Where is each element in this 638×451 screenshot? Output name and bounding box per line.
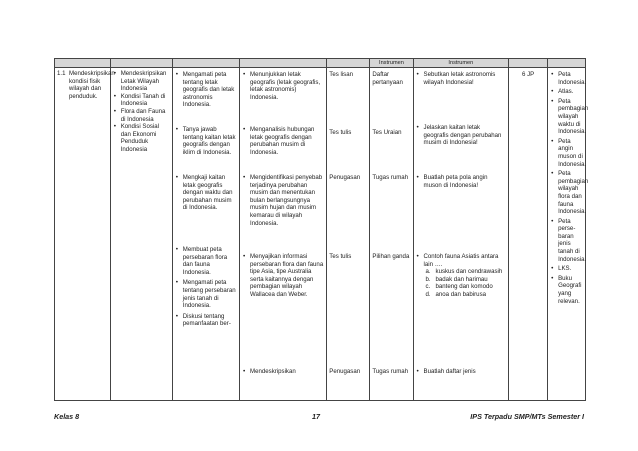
header-cell-instrumen: Instrumen bbox=[413, 59, 509, 68]
contoh-item: • Buatlah peta pola angin muson di Indonesia! bbox=[416, 174, 488, 189]
bentuk-item: Tugas rumah bbox=[372, 368, 409, 375]
option-item: a. kuskus dan cendrawasih bbox=[425, 268, 503, 276]
kegiatan-item: • Mengamati peta tentang letak geografis dan letak astronomis Indonesia. bbox=[175, 71, 235, 109]
kegiatan-cell bbox=[172, 68, 239, 401]
contoh-item: • Sebutkan letak astronomis wilayah Indonesia! bbox=[416, 71, 496, 86]
sumber-item: • LKS. bbox=[550, 265, 583, 273]
kegiatan-item: • Diskusi tentang pemanfaatan ber- bbox=[175, 312, 231, 328]
sumber-item: • Peta pembagian wilayah flora dan fauna Indonesia. bbox=[550, 170, 583, 216]
bentuk-item: Daftar pertanyaan bbox=[372, 71, 403, 86]
teknik-cell bbox=[327, 68, 370, 401]
indikator-item: • Menunjukkan letak geografis (letak geografis, letak astronomis) Indonesia. bbox=[243, 71, 321, 101]
sumber-item: • Atlas. bbox=[550, 88, 583, 96]
footer-class-label: Kelas 8 bbox=[54, 412, 80, 421]
kegiatan-item: • Tanya jawab tentang kaitan letak geografis dengan iklim di Indonesia. bbox=[175, 126, 236, 156]
indikator-item: • Mendeskripsikan bbox=[243, 368, 296, 375]
header-cell bbox=[110, 59, 172, 68]
kegiatan-item: • Mengamati peta tentang persebaran jenis tanah di Indonesia. bbox=[175, 279, 236, 310]
sumber-item: • Buku Geografi yang relevan. bbox=[550, 275, 583, 305]
teknik-item: Penugasan bbox=[329, 368, 361, 375]
indikator-item: • Mengidentifikasi penyebab terjadinya perubahan musim dan menentukan bulan berlangsungnya musim hujan dan musim kemarau di wilayah Indonesia. bbox=[243, 174, 323, 227]
bentuk-item: Pilihan ganda bbox=[372, 253, 410, 260]
contoh-item: • Jelaskan kaitan letak geografis dengan perubahan musim di Indonesia! bbox=[416, 124, 502, 147]
header-cell bbox=[172, 59, 239, 68]
indikator-cell bbox=[240, 68, 327, 401]
teknik-item: Tes tulis bbox=[329, 129, 352, 136]
sumber-item: • Peta Indonesia. bbox=[550, 71, 583, 86]
contoh-item: • Contoh fauna Asiatis antara lain …. bbox=[416, 253, 499, 268]
header-cell bbox=[509, 59, 548, 68]
materi-item: • Flora dan Fauna di Indonesia bbox=[113, 108, 170, 123]
option-item: c. banteng dan komodo bbox=[425, 283, 493, 291]
materi-item: • Kondisi Tanah di Indonesia bbox=[113, 93, 170, 108]
waktu-cell bbox=[509, 68, 548, 401]
kd-text: Mendeskripsikan kondisi fisik wilayah dan penduduk. bbox=[69, 70, 115, 100]
table-header-row bbox=[55, 59, 586, 68]
materi-item: • Mendeskripsikan Letak Wilayah Indonesia bbox=[113, 70, 170, 93]
kd-cell bbox=[55, 68, 115, 401]
option-item: b. badak dan harimau bbox=[425, 275, 488, 283]
kegiatan-item: • Mengkaji kaitan letak geografis dengan waktu dan perubahan musim di Indonesia. bbox=[175, 174, 233, 212]
teknik-item: Tes tulis bbox=[329, 253, 352, 260]
materi-item: • Kondisi Sosial dan Ekonomi Penduduk Indonesia bbox=[113, 123, 170, 153]
footer-page-number: 17 bbox=[312, 412, 320, 421]
header-cell bbox=[240, 59, 327, 68]
materi-cell bbox=[110, 68, 172, 401]
sumber-item: • Peta pembagian wilayah waktu di Indonesia. bbox=[550, 98, 583, 136]
header-cell bbox=[327, 59, 370, 68]
teknik-item: Tes lisan bbox=[329, 71, 354, 78]
sumber-item: • Peta perse-baran jenis tanah di Indonesia. bbox=[550, 218, 583, 264]
teknik-item: Penugasan bbox=[329, 174, 361, 181]
header-cell-instrumen: Instrumen bbox=[370, 59, 413, 68]
kegiatan-item: • Membuat peta persebaran flora dan fauna Indonesia. bbox=[175, 246, 228, 276]
bentuk-item: Tugas rumah bbox=[372, 174, 409, 181]
waktu-value: 6 JP bbox=[522, 71, 535, 78]
syllabus-table bbox=[54, 58, 589, 401]
footer-book-title: IPS Terpadu SMP/MTs Semester I bbox=[470, 412, 584, 421]
sumber-item: • Peta angin muson di Indonesia. bbox=[550, 138, 583, 168]
option-item: d. anoa dan babirusa bbox=[425, 290, 487, 298]
contoh-cell bbox=[413, 68, 509, 401]
indikator-item: • Menyajikan informasi persebaran flora dan fauna tipe Asia, tipe Australia serta kaitannya dengan pembagian wilayah Wallacea dan Weber. bbox=[243, 253, 324, 298]
kd-number: 1.1 bbox=[57, 70, 66, 77]
contoh-item: • Buatlah daftar jenis bbox=[416, 368, 476, 375]
bentuk-item: Tes Uraian bbox=[372, 129, 402, 136]
indikator-item: • Menganalisis hubungan letak geografis dengan perubahan musim di Indonesia. bbox=[243, 126, 315, 156]
header-cell bbox=[548, 59, 586, 68]
syllabus-table-container bbox=[54, 58, 589, 394]
header-cell bbox=[55, 59, 111, 68]
sumber-cell bbox=[548, 68, 589, 401]
table-row bbox=[55, 68, 586, 401]
bentuk-cell bbox=[370, 68, 413, 401]
